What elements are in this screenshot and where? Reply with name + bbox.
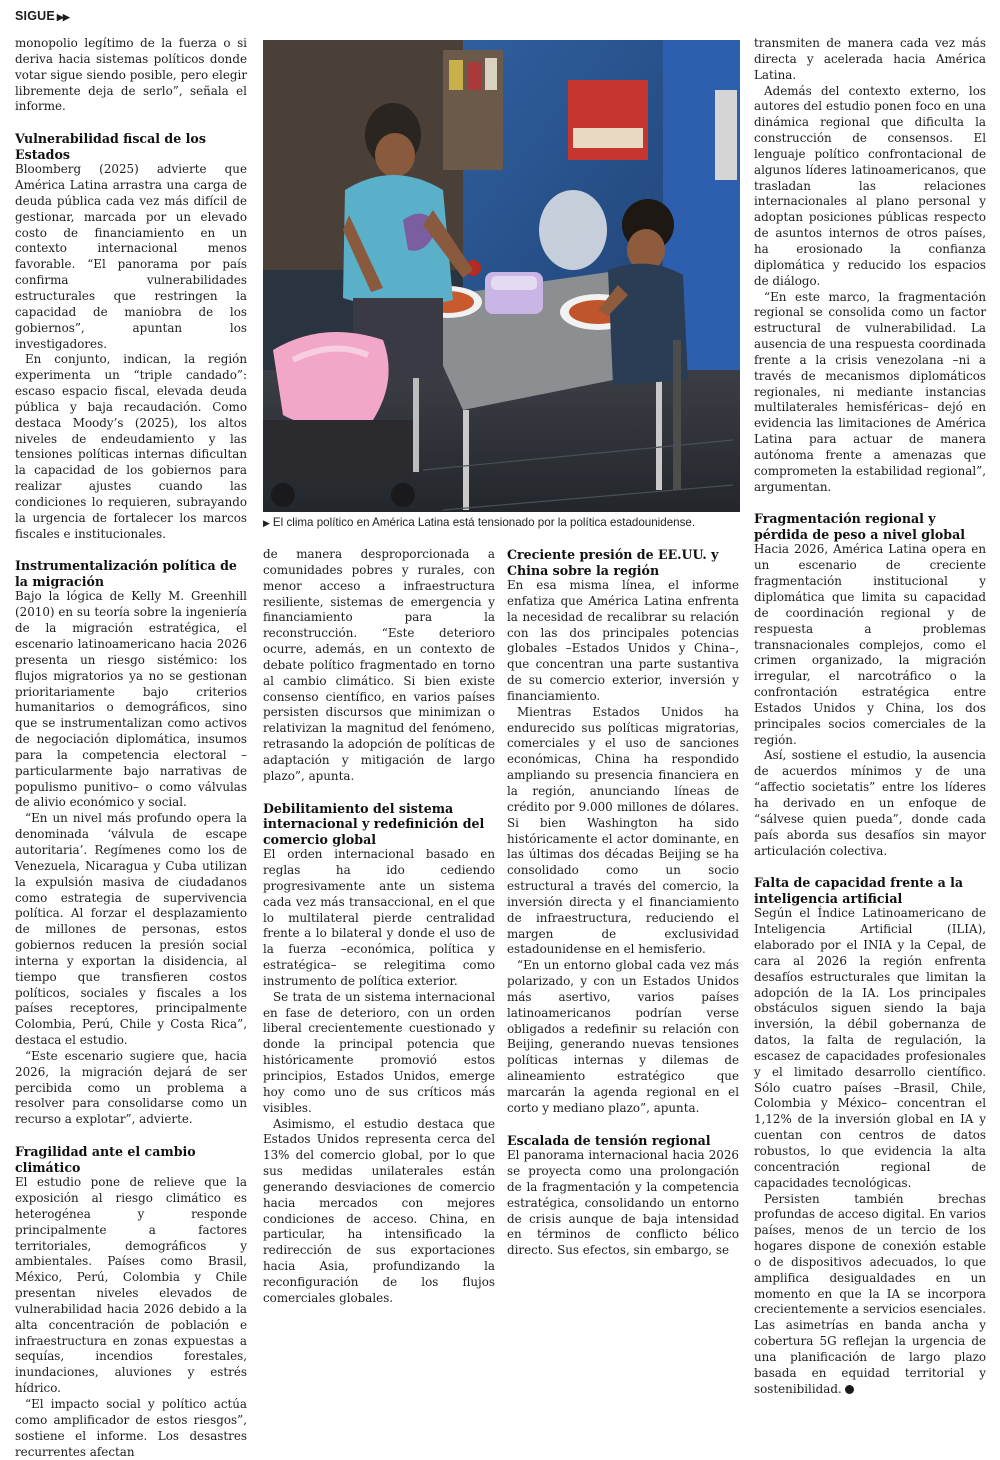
paragraph: En esa misma línea, el informe enfatiza que América Latina enfrenta la necesidad de recalibrar su relación con las dos principales potencias globales –Estados Unidos y China–, que concentran una parte sustantiva de su comercio exterior, inversión y financiamiento. xyxy=(507,578,739,703)
paragraph: El panorama internacional hacia 2026 se proyecta como una prolongación de la fragmentación y la competencia estratégica, consolidando un entorno de crisis aunque de baja intensidad en términos de conflicto bélico directo. Sus efectos, sin embargo, se xyxy=(507,1148,739,1258)
paragraph: El estudio pone de relieve que la exposición al riesgo climático es heterogénea y responde principalmente a factores territoriales, demográficos y ambientales. Países como Brasil, México, Perú, Colombia y Chile presentan niveles elevados de vulnerabilidad hacia 2026 debido a la alta concentración de población e infraestructura en zonas expuestas a sequías, incendios forestales, inundaciones, aluviones y estrés hídrico. xyxy=(15,1175,247,1396)
paragraph: Según el Índice Latinoamericano de Inteligencia Artificial (ILIA), elaborado por el INIA y la Cepal, de cara al 2026 la región enfrenta desafíos estructurales que limitan la adopción de la IA. Los principales obstáculos siguen siendo la baja inversión, la débil gobernanza de datos, la falta de regulación, la escasez de capacidades profesionales y el limitado desarrollo científico. Sólo cuatro países –Brasil, Chile, Colombia y México– concentran el 1,12% de la inversión global en IA y cuentan con centros de datos robustos, lo que evidencia la alta concentración regional de capacidades tecnológicas. xyxy=(754,906,986,1190)
photo-illustration xyxy=(263,40,740,512)
section-heading: Creciente presión de EE.UU. y China sobre la región xyxy=(507,547,719,578)
article-column-3 xyxy=(507,547,739,1258)
paragraph: En conjunto, indican, la región experimenta un “triple candado”: escaso espacio fiscal, elevada deuda pública y baja recaudación. Como destaca Moody’s (2025), los altos niveles de endeudamiento y las tensiones políticas internas dificultan la capacidad de los gobiernos para realizar ajustes cuando las condiciones lo requieren, subrayando la urgencia de fortalecer los marcos fiscales e institucionales. xyxy=(15,352,247,541)
paragraph: “El impacto social y político actúa como amplificador de estos riesgos”, sostiene el informe. Los desastres recurrentes afectan xyxy=(15,1396,247,1459)
caption-text: El clima político en América Latina está tensionado por la política estadounidense. xyxy=(272,516,696,529)
section-heading: Vulnerabilidad fiscal de los Estados xyxy=(15,131,206,162)
paragraph: Además del contexto externo, los autores del estudio ponen foco en una dinámica regional que dificulta la construcción de consensos. El lenguaje político confrontacional de algunos líderes latinoamericanos, que trasladan las relaciones internacionales al plano personal y adoptan posiciones públicas respecto de asuntos internos de otros países, ha erosionado la confianza diplomática y reducido los espacios de diálogo. xyxy=(754,83,986,288)
paragraph: monopolio legítimo de la fuerza o si deriva hacia sistemas políticos donde votar sigue siendo posible, pero elegir libremente deja de serlo”, señala el informe. xyxy=(15,36,247,114)
paragraph: “Este escenario sugiere que, hacia 2026, la migración dejará de ser percibida como un problema a resolver para consolidarse como un recurso a explotar”, advierte. xyxy=(15,1048,247,1127)
paragraph: Bajo la lógica de Kelly M. Greenhill (2010) en su teoría sobre la ingeniería de la migración estratégica, el escenario latinoamericano hacia 2026 presenta un riesgo sistémico: los flujos migratorios ya no se gestionan prioritariamente bajo criterios humanitarios o demográficos, sino que se instrumentalizan como activos de negociación diplomática, insumos para la competencia electoral –particularmente bajo narrativas de populismo punitivo– o como válvulas de alivio económico y social. xyxy=(15,589,247,810)
paragraph: transmiten de manera cada vez más directa y acelerada hacia América Latina. xyxy=(754,36,986,82)
paragraph: Bloomberg (2025) advierte que América Latina arrastra una carga de deuda pública cada vez más difícil de gestionar, marcada por un elevado costo de financiamiento en un contexto internacional menos favorable. “El panorama por país confirma vulnerabilidades estructurales que restringen la capacidad de maniobra de los gobiernos”, apuntan los investigadores. xyxy=(15,162,247,351)
paragraph: de manera desproporcionada a comunidades pobres y rurales, con menor acceso a infraestructura resiliente, sistemas de emergencia y financiamiento para la reconstrucción. “Este deterioro ocurre, además, en un contexto de debate político fragmentado en torno al cambio climático. Si bien existe consenso científico, en varios países persisten discursos que minimizan o relativizan la magnitud del fenómeno, retrasando la adopción de políticas de adaptación y mitigación de largo plazo”, apunta. xyxy=(263,547,495,783)
section-heading: Fragilidad ante el cambio climático xyxy=(15,1144,196,1175)
article-column-1 xyxy=(15,36,247,1459)
caption-triangle-icon: ▶ xyxy=(263,518,270,528)
photo-caption xyxy=(263,516,741,530)
paragraph: “En un entorno global cada vez más polarizado, y con un Estados Unidos más asertivo, varios países latinoamericanos podrían verse obligados a redefinir su relación con Beijing, generando nuevas tensiones políticas internas y dilemas de alineamiento estratégico que marcarán la agenda regional en el corto y mediano plazo”, apunta. xyxy=(507,958,739,1115)
article-column-4 xyxy=(754,36,986,1396)
article-photo xyxy=(263,40,740,512)
paragraph: El orden internacional basado en reglas ha ido cediendo progresivamente ante un sistema cada vez más transaccional, en el que lo multilateral pierde centralidad frente a lo bilateral y donde el uso de la fuerza –económica, política y estratégica– se relegitima como instrumento de política exterior. xyxy=(263,847,495,988)
section-heading: Escalada de tensión regional xyxy=(507,1132,711,1148)
paragraph: “En este marco, la fragmentación regional se consolida como un factor estructural de vulnerabilidad. La ausencia de una respuesta coordinada frente a la crisis venezolana –ni a través de mecanismos diplomáticos regionales, ni mediante instancias multilaterales hemisféricas– dejó en evidencia las limitaciones de América Latina para actuar de manera autónoma frente a amenazas que comprometen la estabilidad regional”, argumentan. xyxy=(754,289,986,494)
paragraph: Así, sostiene el estudio, la ausencia de acuerdos mínimos y de una “affectio societatis” entre los líderes ha derivado en un enfoque de “sálvese quien pueda”, donde cada país aborda sus desafíos sin mayor articulación colectiva. xyxy=(754,748,986,858)
paragraph: Hacia 2026, América Latina opera en un escenario de creciente fragmentación institucional y diplomática que limita su capacidad de coordinación regional y de respuesta a problemas transnacionales complejos, como el crimen organizado, la migración irregular, el narcotráfico o la confrontación estratégica entre Estados Unidos y China, los dos principales socios comerciales de la región. xyxy=(754,542,986,747)
section-continues-label xyxy=(15,9,69,23)
paragraph: “En un nivel más profundo opera la denominada ‘válvula de escape autoritaria’. Regímenes como los de Venezuela, Nicaragua y Cuba utilizan la expulsión masiva de ciudadanos como estrategia de supervivencia política. Al forzar el desplazamiento de millones de personas, estos gobiernos reducen la presión social interna y exportan la disidencia, al tiempo que transfieren costos políticos, sociales y fiscales a los países receptores, principalmente Colombia, Perú, Chile y Costa Rica”, destaca el estudio. xyxy=(15,811,247,1048)
sigue-text: SIGUE xyxy=(15,9,55,23)
double-arrow-icon: ▶▶ xyxy=(56,12,69,22)
paragraph: Asimismo, el estudio destaca que Estados Unidos representa cerca del 13% del comercio global, por lo que sus medidas unilaterales están generando desviaciones de comercio hacia mercados con mejores condiciones de acceso. China, en particular, ha intensificado la redirección de sus exportaciones hacia Asia, profundizando la reconfiguración de los flujos comerciales globales. xyxy=(263,1116,495,1305)
article-column-2 xyxy=(263,547,495,1305)
section-heading: Instrumentalización política de la migración xyxy=(15,558,237,589)
paragraph: Mientras Estados Unidos ha endurecido sus políticas migratorias, comerciales y el uso de sanciones económicas, China ha respondido ampliando su presencia financiera en la región, anunciando líneas de crédito por 9.000 millones de dólares. Si bien Washington ha sido históricamente el actor dominante, en las últimas dos décadas Beijing se ha consolidado como un socio estructural a través del comercio, la inversión directa y el financiamiento de infraestructura, reduciendo el margen de exclusividad estadounidense en el hemisferio. xyxy=(507,704,739,957)
section-heading: Debilitamiento del sistema internacional y redefinición del comercio global xyxy=(263,800,485,847)
paragraph-text: Persisten también brechas profundas de acceso digital. En varios países, menos de un tercio de los hogares dispone de conexión estable o de dispositivos adecuados, lo que amplifica desigualdades en un momento en que la IA se incorpora crecientemente a servicios esenciales. Las asimetrías en banda ancha y cobertura 5G reflejan la urgencia de una planificación de largo plazo basada en equidad territorial y sostenibilidad. xyxy=(754,1191,986,1396)
section-heading: Falta de capacidad frente a la inteligencia artificial xyxy=(754,875,964,906)
section-heading: Fragmentación regional y pérdida de peso a nivel global xyxy=(754,511,966,542)
end-of-article-dot-icon xyxy=(845,1385,854,1394)
paragraph-last xyxy=(754,1192,986,1398)
paragraph: Se trata de un sistema internacional en fase de deterioro, con un orden liberal crecientemente cuestionado y donde la principal potencia que históricamente promovió estos principios, Estados Unidos, emerge hoy como uno de sus críticos más visibles. xyxy=(263,989,495,1115)
